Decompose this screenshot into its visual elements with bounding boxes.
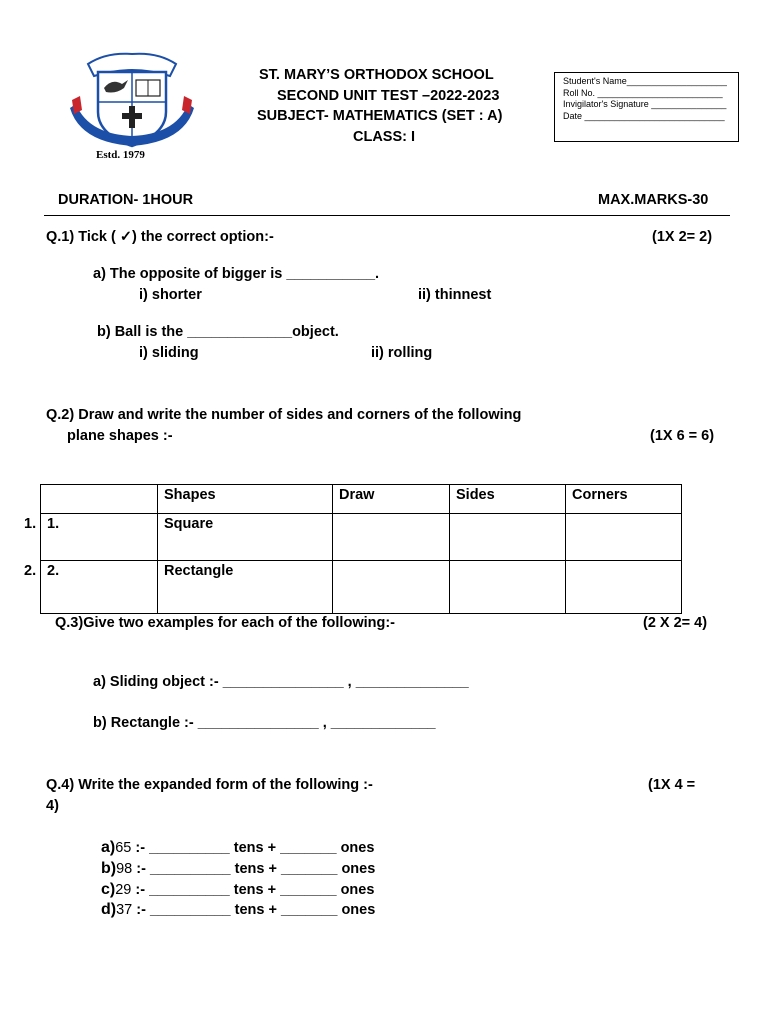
item-rest: :- __________ tens + _______ ones <box>132 902 376 918</box>
table-header: Sides <box>450 485 566 514</box>
corners-cell[interactable] <box>566 514 682 561</box>
shape-name: Rectangle <box>158 561 333 614</box>
duration: DURATION- 1HOUR <box>58 192 194 208</box>
q1-b-option-1[interactable]: i) sliding <box>139 345 199 361</box>
shapes-table <box>40 484 682 614</box>
subject-name: SUBJECT- MATHEMATICS (SET : A) <box>257 108 503 124</box>
table-row <box>41 561 682 614</box>
item-letter: d) <box>101 901 117 918</box>
q4-item[interactable] <box>101 839 374 857</box>
q1-a-question: a) The opposite of bigger is ___________. <box>93 266 380 282</box>
q4-item[interactable] <box>101 901 375 919</box>
row-number: 1. <box>41 514 158 561</box>
school-name: ST. MARY’S ORTHODOX SCHOOL <box>259 67 494 83</box>
logo-estd: Estd. 1979 <box>96 149 145 161</box>
student-info-box <box>554 72 739 142</box>
q3-a[interactable]: a) Sliding object :- _______________ , ______________ <box>93 674 469 690</box>
q4-item[interactable] <box>101 860 375 878</box>
table-header: Shapes <box>158 485 333 514</box>
q2-title-line2: plane shapes :- <box>67 428 173 444</box>
test-name: SECOND UNIT TEST –2022-2023 <box>277 88 500 104</box>
item-letter: a) <box>101 839 116 856</box>
table-header <box>41 485 158 514</box>
draw-cell[interactable] <box>333 514 450 561</box>
q1-a-option-1[interactable]: i) shorter <box>139 287 202 303</box>
row-number: 2. <box>41 561 158 614</box>
school-logo <box>66 50 198 162</box>
sides-cell[interactable] <box>450 561 566 614</box>
roll-no-field[interactable]: Roll No. _________________________ <box>563 87 723 98</box>
item-number: 29 <box>115 882 132 898</box>
shape-name: Square <box>158 514 333 561</box>
max-marks: MAX.MARKS-30 <box>598 192 709 208</box>
q4-item[interactable] <box>101 881 374 899</box>
q1-a-option-2[interactable]: ii) thinnest <box>418 287 492 303</box>
corners-cell[interactable] <box>566 561 682 614</box>
item-number: 37 <box>116 902 133 918</box>
q3-b[interactable]: b) Rectangle :- _______________ , _____________ <box>93 715 436 731</box>
sides-cell[interactable] <box>450 514 566 561</box>
q2-marks: (1X 6 = 6) <box>650 428 715 444</box>
item-rest: :- __________ tens + _______ ones <box>131 882 375 898</box>
q4-marks-continued: 4) <box>46 798 59 814</box>
draw-cell[interactable] <box>333 561 450 614</box>
item-rest: :- __________ tens + _______ ones <box>132 861 376 877</box>
item-number: 98 <box>116 861 133 877</box>
class-name: CLASS: I <box>353 129 416 145</box>
student-name-field[interactable]: Student's Name____________________ <box>563 76 727 86</box>
q1-title: Q.1) Tick ( ✓) the correct option:- <box>46 229 274 245</box>
q4-title: Q.4) Write the expanded form of the following :- <box>46 777 373 793</box>
q1-b-option-2[interactable]: ii) rolling <box>371 345 433 361</box>
q4-marks: (1X 4 = <box>648 777 696 793</box>
table-header-row <box>41 485 682 514</box>
item-letter: b) <box>101 860 117 877</box>
invigilator-signature-field[interactable]: Invigilator's Signature _______________ <box>563 99 727 109</box>
item-number: 65 <box>115 840 132 856</box>
q3-marks: (2 X 2= 4) <box>643 615 708 631</box>
q2-title-line1: Q.2) Draw and write the number of sides and corners of the following <box>46 407 522 423</box>
q1-marks: (1X 2= 2) <box>652 229 713 245</box>
date-field[interactable]: Date ____________________________ <box>563 110 725 121</box>
item-letter: c) <box>101 881 116 898</box>
row-outer-number: 1. <box>24 516 37 532</box>
item-rest: :- __________ tens + _______ ones <box>131 840 375 856</box>
table-row <box>41 514 682 561</box>
header-divider <box>44 215 730 216</box>
q3-title: Q.3)Give two examples for each of the following:- <box>55 615 395 631</box>
row-outer-number: 2. <box>24 563 37 579</box>
q1-b-question: b) Ball is the _____________object. <box>97 324 339 340</box>
table-header: Corners <box>566 485 682 514</box>
table-header: Draw <box>333 485 450 514</box>
